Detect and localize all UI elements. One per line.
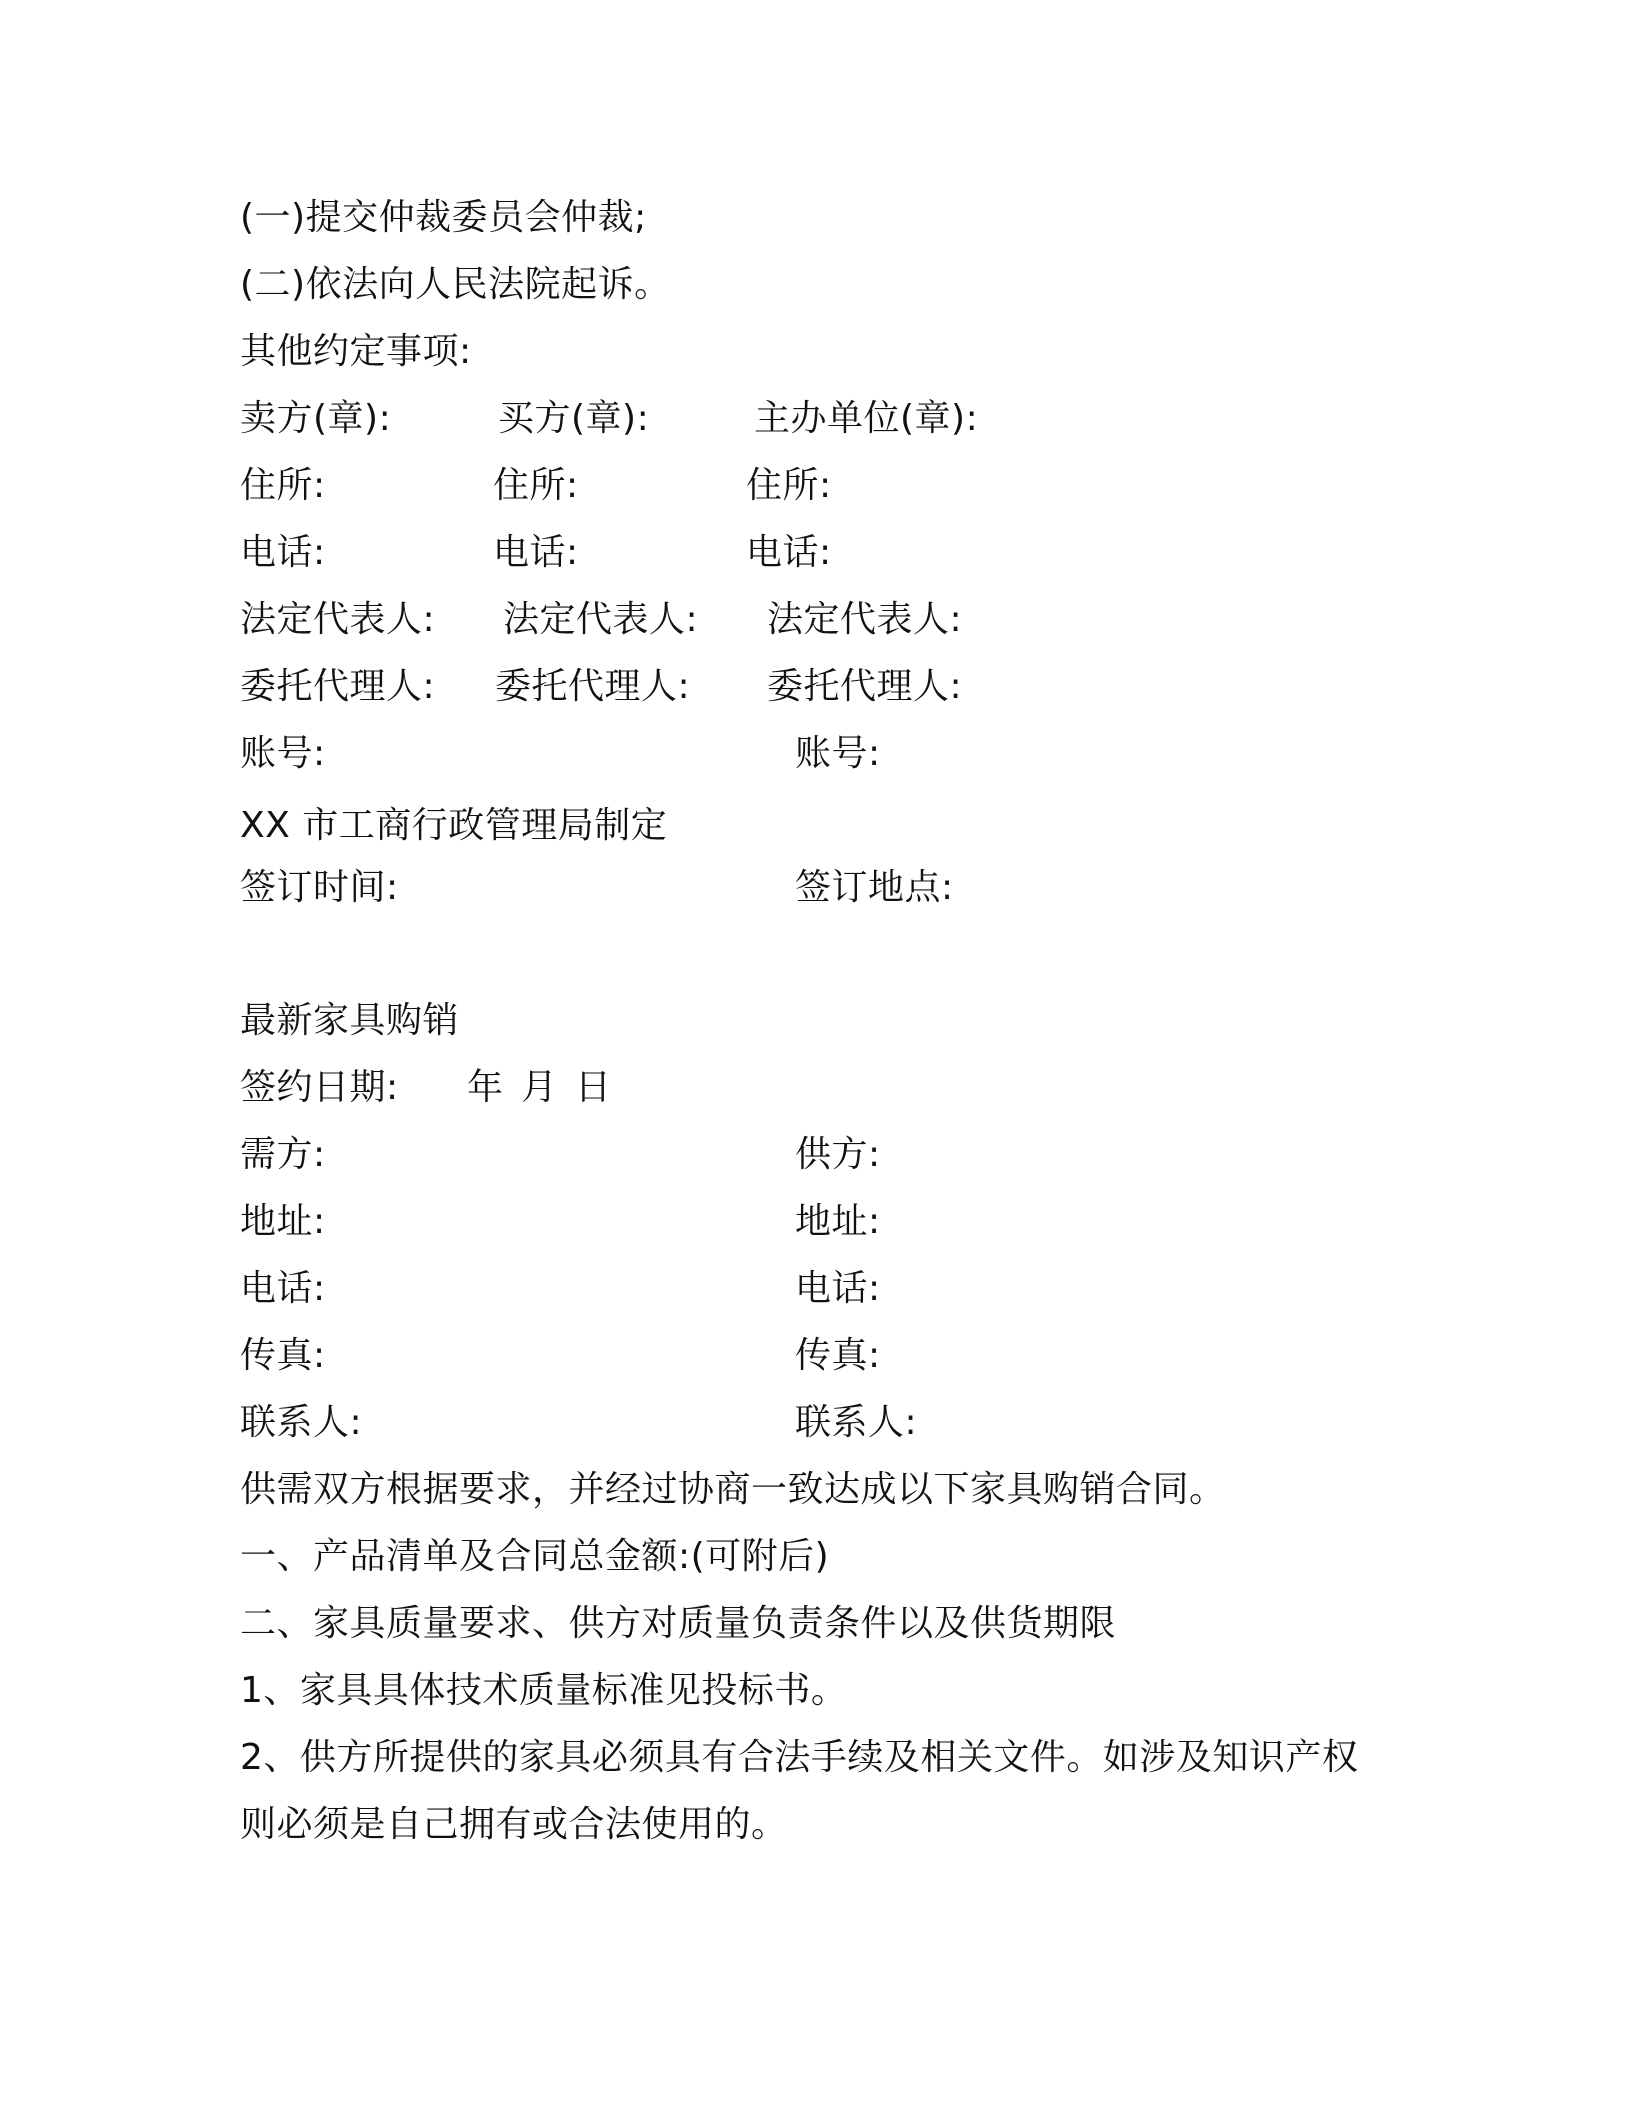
other-matters-label: 其他约定事项:	[240, 331, 472, 372]
sign-date-day: 日	[575, 1067, 612, 1108]
buyer-agent-label: 委托代理人:	[495, 666, 691, 707]
seller-phone-label: 电话:	[240, 532, 326, 573]
demand-contact-label: 联系人:	[240, 1402, 363, 1443]
organizer-seal-label: 主办单位(章):	[754, 398, 979, 439]
organizer-legal-rep-label: 法定代表人:	[767, 599, 963, 640]
issuer-line: XX 市工商行政管理局制定	[240, 805, 668, 846]
sign-date-month: 月	[521, 1067, 558, 1108]
demand-phone-label: 电话:	[240, 1268, 326, 1309]
account-label-left: 账号:	[240, 733, 326, 774]
contract-title: 最新家具购销	[240, 1000, 460, 1041]
section-2-heading: 二、家具质量要求、供方对质量负责条件以及供货期限	[240, 1603, 1117, 1644]
clause-item-2-line-2: 则必须是自己拥有或合法使用的。	[240, 1804, 788, 1845]
seller-legal-rep-label: 法定代表人:	[240, 599, 436, 640]
seller-seal-label: 卖方(章):	[240, 398, 392, 439]
supply-phone-label: 电话:	[795, 1268, 881, 1309]
seller-address-label: 住所:	[240, 465, 326, 506]
buyer-phone-label: 电话:	[493, 532, 579, 573]
organizer-address-label: 住所:	[746, 465, 832, 506]
buyer-legal-rep-label: 法定代表人:	[503, 599, 699, 640]
organizer-phone-label: 电话:	[746, 532, 832, 573]
sign-time-label: 签订时间:	[240, 867, 399, 908]
sign-place-label: 签订地点:	[795, 867, 954, 908]
buyer-seal-label: 买方(章):	[498, 398, 650, 439]
contract-intro: 供需双方根据要求，并经过协商一致达成以下家具购销合同。	[240, 1469, 1226, 1510]
dispute-option-2: (二)依法向人民法院起诉。	[240, 264, 671, 305]
supply-contact-label: 联系人:	[795, 1402, 918, 1443]
supply-address-label: 地址:	[795, 1201, 881, 1242]
dispute-option-1: (一)提交仲裁委员会仲裁;	[240, 197, 647, 238]
demand-party-label: 需方:	[240, 1134, 326, 1175]
demand-fax-label: 传真:	[240, 1335, 326, 1376]
buyer-address-label: 住所:	[493, 465, 579, 506]
supply-fax-label: 传真:	[795, 1335, 881, 1376]
sign-date-label: 签约日期:	[240, 1067, 399, 1108]
demand-address-label: 地址:	[240, 1201, 326, 1242]
clause-item-1: 1、家具具体技术质量标准见投标书。	[240, 1670, 848, 1711]
organizer-agent-label: 委托代理人:	[767, 666, 963, 707]
clause-item-2-line-1: 2、供方所提供的家具必须具有合法手续及相关文件。如涉及知识产权	[240, 1737, 1359, 1778]
section-1-heading: 一、产品清单及合同总金额:(可附后)	[240, 1536, 830, 1577]
seller-agent-label: 委托代理人:	[240, 666, 436, 707]
supply-party-label: 供方:	[795, 1134, 881, 1175]
account-label-right: 账号:	[795, 733, 881, 774]
sign-date-year: 年	[467, 1067, 504, 1108]
